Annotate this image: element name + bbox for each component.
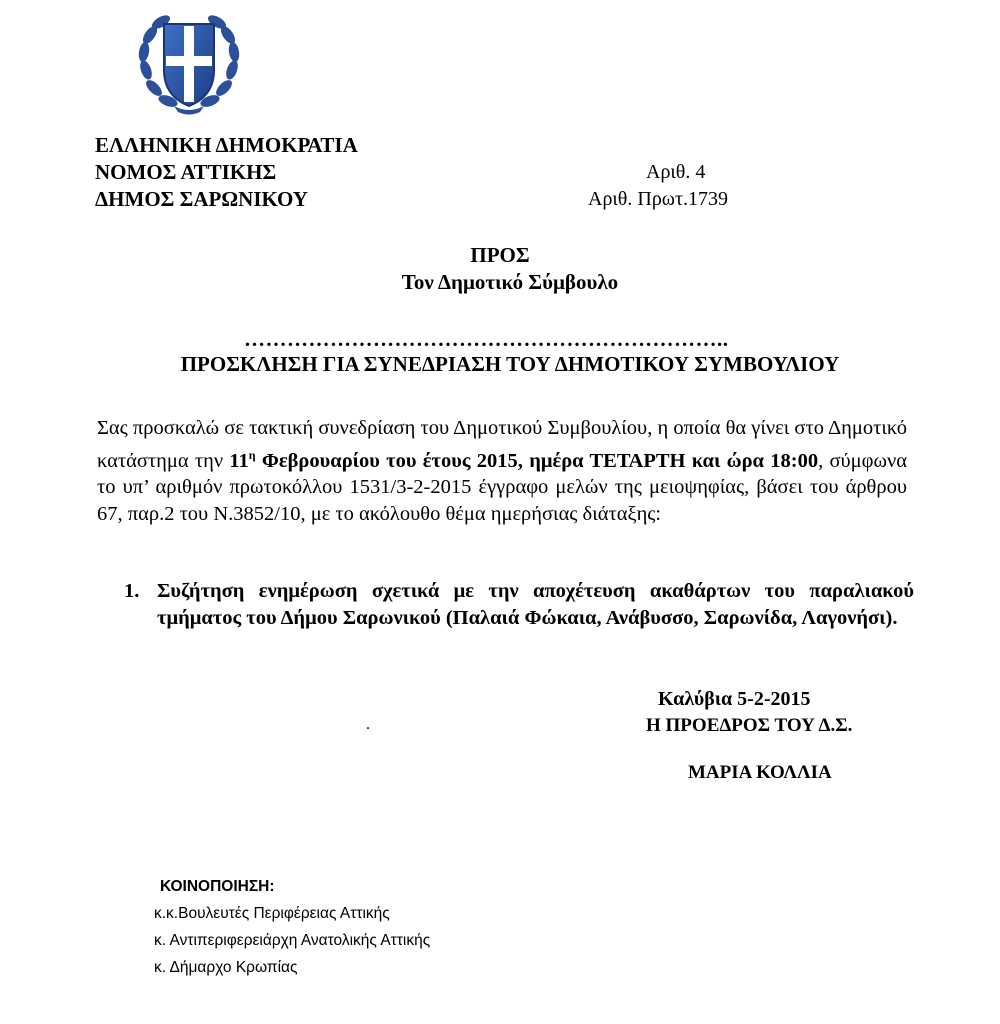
meeting-day-suffix: η — [248, 447, 256, 462]
document-number: Αριθ. 4 — [646, 161, 706, 183]
signatory-name: ΜΑΡΙΑ ΚΟΛΛΙΑ — [688, 762, 832, 783]
agenda-item-text: Συζήτηση ενημέρωση σχετικά με την αποχέτευση ακαθάρτων του παραλιακού τμήματος του Δήμου Σαρωνικού (Παλαιά Φώκαια, Ανάβυσσο, Σαρωνίδα, Λαγονήσι). — [157, 580, 914, 629]
coat-of-arms-emblem — [134, 8, 244, 118]
agenda-item — [124, 578, 914, 632]
body-text-2: , σύμφωνα το υπ’ αριθμόν πρωτοκόλλου 1531/3-2-2015 έγγραφο μελών της μειοψηφίας, βάσει του άρθρου 67, παρ.2 του Ν.3852/10, με το ακόλουθο θέμα ημερήσιας διάταξης: — [97, 449, 908, 526]
protocol-number: Αριθ. Πρωτ.1739 — [588, 188, 729, 210]
signatory-role: Η ΠΡΟΕΔΡΟΣ ΤΟΥ Δ.Σ. — [646, 715, 853, 736]
meeting-day: 11 — [229, 449, 249, 472]
invitation-paragraph — [97, 415, 907, 528]
cc-item: κ. Αντιπεριφερειάρχη Ανατολικής Αττικής — [154, 932, 431, 949]
agenda-item-number: 1. — [124, 580, 140, 602]
recipient-name: Τον Δημοτικό Σύμβουλο — [401, 270, 619, 294]
comma-separator: , — [517, 449, 530, 472]
stray-dot: . — [366, 716, 370, 733]
document-title: ΠΡΟΣΚΛΗΣΗ ΓΙΑ ΣΥΝΕΔΡΙΑΣΗ ΤΟΥ ΔΗΜΟΤΙΚΟΥ ΣΥΜΒΟΥΛΙΟΥ — [180, 352, 840, 376]
meeting-weekday-time: ημέρα ΤΕΤΑΡΤΗ και ώρα 18:00 — [529, 449, 819, 472]
header-line-republic: ΕΛΛΗΝΙΚΗ ΔΗΜΟΚΡΑΤΙΑ — [95, 133, 358, 157]
meeting-date: Φεβρουαρίου του έτους 2015 — [255, 449, 518, 472]
cc-item: κ. Δήμαρχο Κρωπίας — [154, 959, 298, 976]
cc-label: ΚΟΙΝΟΠΟΙΗΣΗ: — [160, 878, 275, 895]
body-text-1: Σας προσκαλώ σε τακτική συνεδρίαση του Δημοτικού Συμβουλίου, η οποία θα γίνει στο Δημοτικό κατάστημα την — [97, 417, 907, 472]
recipient-to: ΠΡΟΣ — [470, 243, 530, 267]
header-line-municipality: ΔΗΜΟΣ ΣΑΡΩΝΙΚΟΥ — [95, 187, 308, 211]
cc-item: κ.κ.Βουλευτές Περιφέρειας Αττικής — [154, 905, 390, 922]
header-line-prefecture: ΝΟΜΟΣ ΑΤΤΙΚΗΣ — [95, 160, 277, 184]
place-date: Καλύβια 5-2-2015 — [658, 688, 811, 710]
dotted-separator: ………………………………………………………….. — [244, 327, 729, 351]
